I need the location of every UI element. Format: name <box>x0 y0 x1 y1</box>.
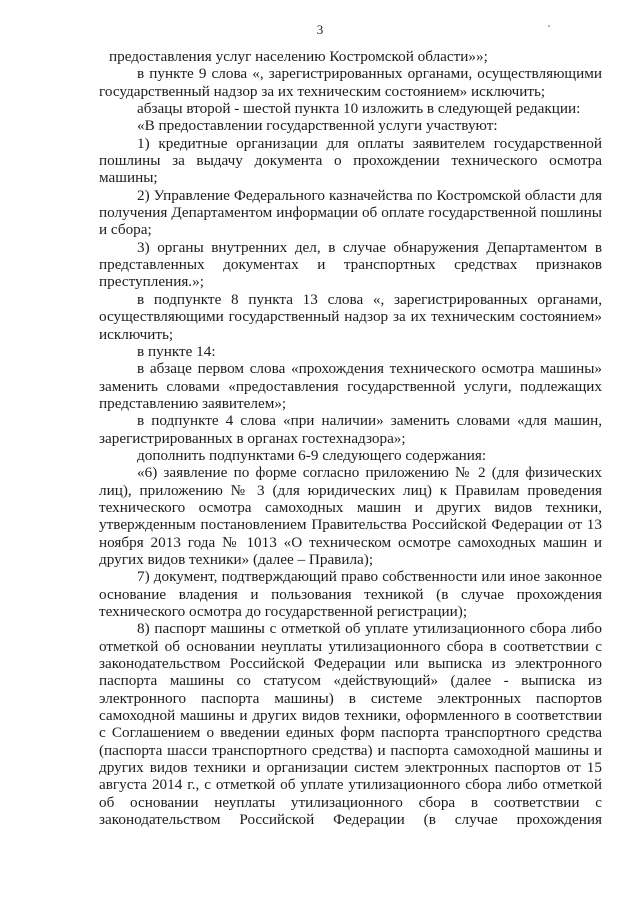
paragraph: в подпункте 8 пункта 13 слова «, зарегистрированных органами, осуществляющими государственный надзор за их техническим состоянием» исключить; <box>99 290 602 343</box>
paragraph: в абзаце первом слова «прохождения технического осмотра машины» заменить словами «предоставления государственной услуги, подлежащих представлению заявителем»; <box>99 360 602 412</box>
paragraph: 1) кредитные организации для оплаты заявителем государственной пошлины за выдачу документа о прохождении технического осмотра машины; <box>99 134 602 187</box>
paragraph: «В предоставлении государственной услуги участвуют: <box>137 117 498 135</box>
paragraph: в пункте 9 слова «, зарегистрированных органами, осуществляющими государственный надзор за их техническим состоянием» исключить; <box>99 65 602 100</box>
paragraph: 7) документ, подтверждающий право собственности или иное законное основание владения и пользования техникой (в случае прохождения технического осмотра до государственной регистрации); <box>99 568 602 620</box>
paragraph: 3) органы внутренних дел, в случае обнаружения Департаментом в представленных документах и транспортных средствах признаков преступления.»; <box>99 238 602 291</box>
paragraph: 8) паспорт машины с отметкой об уплате утилизационного сбора либо отметкой об основании неуплаты утилизационного сбора в соответствии с законодательством Российской Федерации или выписка из электронного паспорта машины со статусом «действующий» (далее - выписка из электронного паспорта машины) в системе электронных паспортов самоходной машины и других видов техники, оформленного в соответствии с Соглашением о введении единых форм паспорта транспортного средства (паспорта шасси транспортного средства) и паспорта самоходной машины и других видов техники и организации систем электронных паспортов от 15 августа 2014 г., с отметкой об уплате утилизационного сбора либо отметкой об основании неуплаты утилизационного сбора в соответствии с законодательством Российской Федерации (в случае прохождения <box>99 620 602 829</box>
paragraph: в подпункте 4 слова «при наличии» заменить словами «для машин, зарегистрированных в органах гостехнадзора»; <box>99 412 602 447</box>
page-number: 3 <box>316 22 324 37</box>
paragraph: дополнить подпунктами 6-9 следующего содержания: <box>137 446 487 464</box>
paragraph: абзацы второй - шестой пункта 10 изложить в следующей редакции: <box>137 100 581 118</box>
paragraph: предоставления услуг населению Костромской области»»; <box>109 48 488 65</box>
paragraph: в пункте 14: <box>137 342 216 360</box>
paragraph: «6) заявление по форме согласно приложению № 2 (для физических лиц), приложению № 3 (для юридических лиц) к Правилам проведения технического осмотра самоходных машин и других видов техники, утвержденным постановлением Правительства Российской Федерации от 13 ноября 2013 года № 1013 «О техническом осмотре самоходных машин и других видов техники» (далее – Правила); <box>99 464 602 568</box>
document-body <box>99 48 602 828</box>
paragraph: 2) Управление Федерального казначейства по Костромской области для получения Департаментом информации об оплате государственной пошлины и сбора; <box>99 186 602 239</box>
